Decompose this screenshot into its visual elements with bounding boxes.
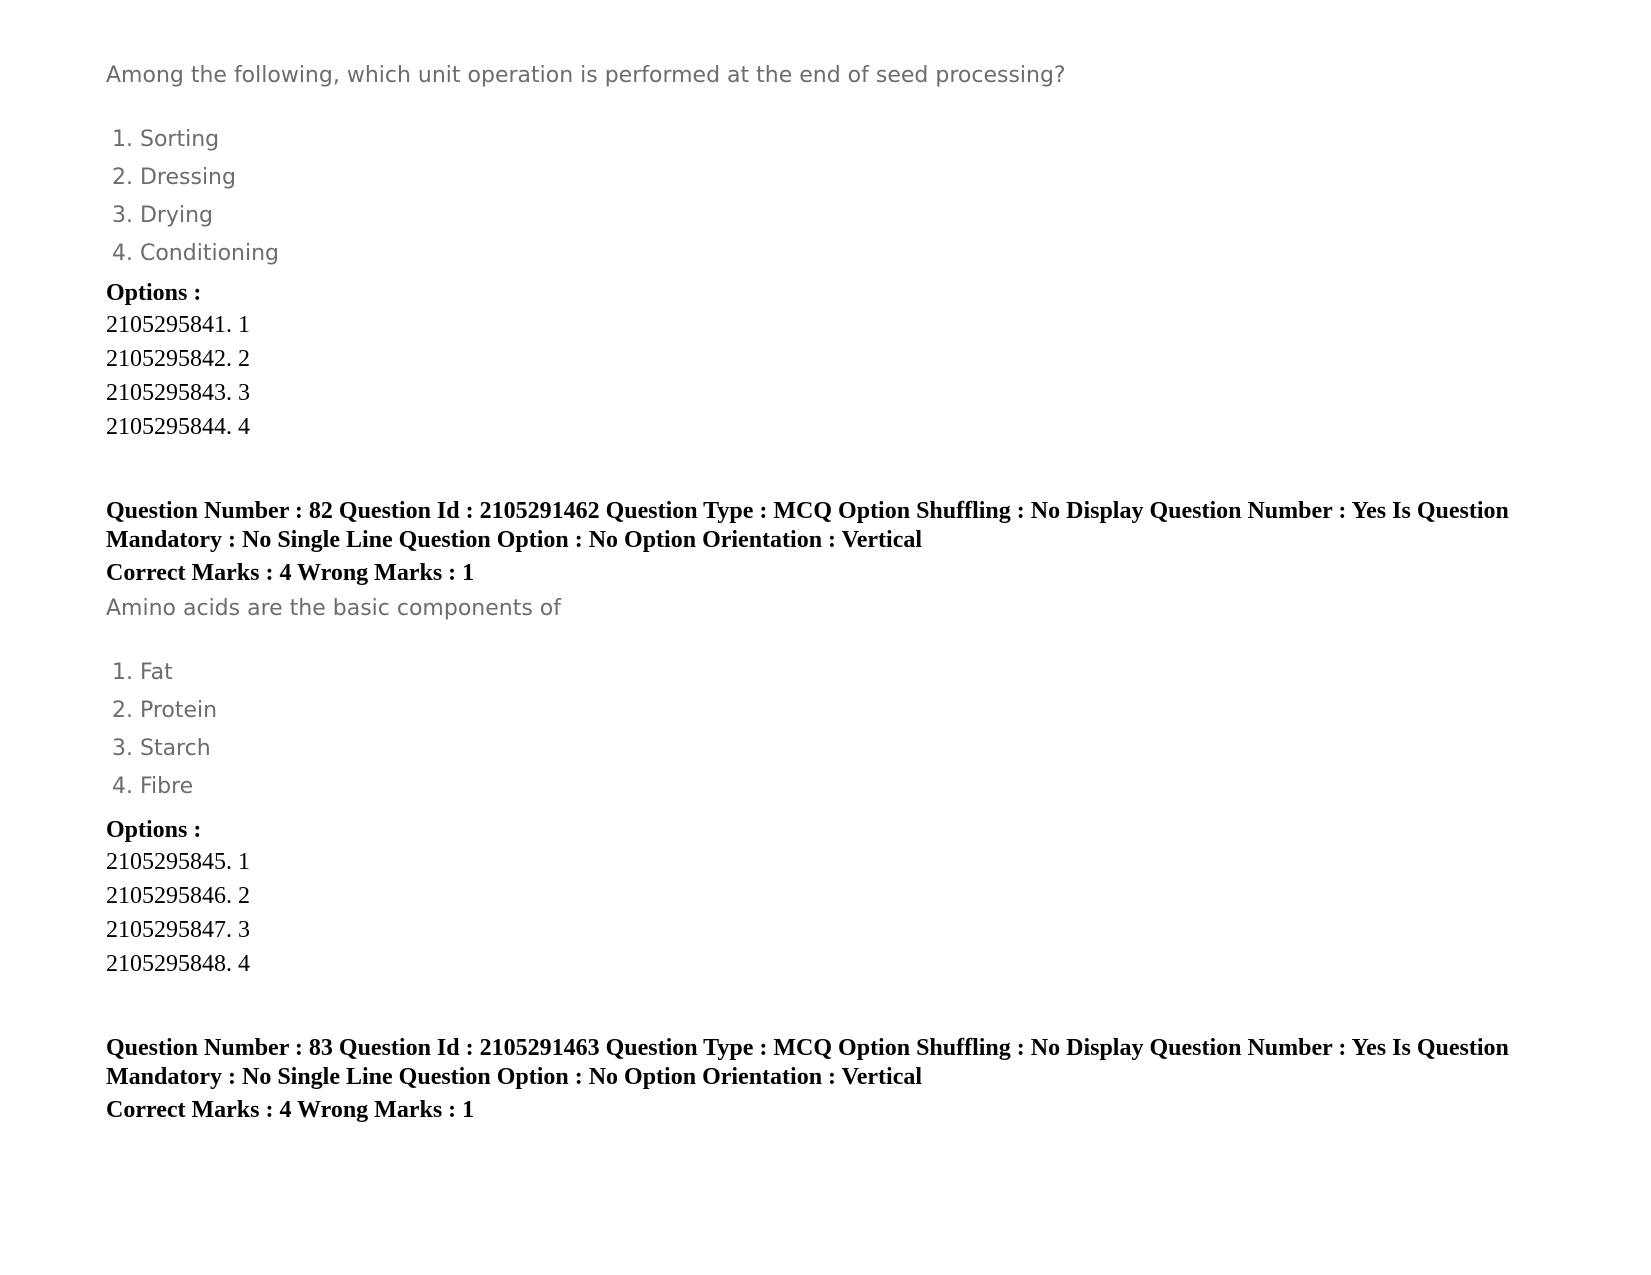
question-block-83: [106, 1034, 1586, 1125]
question-meta: Question Number : 82 Question Id : 2105291462 Question Type : MCQ Option Shuffling : No Display Question Number : Yes Is Question Mandatory : No Single Line Question Option : No Option Orientation : Vertical: [106, 498, 1509, 553]
option-item: 2105295848. 4: [106, 951, 250, 977]
question-block-82: [106, 497, 1586, 806]
options-block-82: [106, 815, 250, 981]
option-item: 2105295842. 2: [106, 346, 250, 372]
question-meta: Question Number : 83 Question Id : 2105291463 Question Type : MCQ Option Shuffling : No Display Question Number : Yes Is Question Mandatory : No Single Line Question Option : No Option Orientation : Vertical: [106, 1035, 1509, 1090]
choice-item: 1. Sorting: [112, 127, 220, 152]
question-text: Amino acids are the basic components of: [106, 596, 561, 621]
question-text: Among the following, which unit operation is performed at the end of seed processing?: [106, 63, 1066, 88]
options-label: Options :: [106, 817, 202, 843]
question-marks: Correct Marks : 4 Wrong Marks : 1: [106, 1097, 475, 1123]
choice-item: 3. Starch: [112, 736, 211, 761]
choice-item: 4. Fibre: [112, 774, 194, 799]
option-item: 2105295847. 3: [106, 917, 250, 943]
choice-item: 4. Conditioning: [112, 241, 279, 266]
choice-list: [106, 121, 1066, 273]
option-item: 2105295844. 4: [106, 414, 250, 440]
choice-item: 2. Protein: [112, 698, 218, 723]
question-block-81: [106, 61, 1066, 273]
choice-item: 1. Fat: [112, 660, 173, 685]
question-marks: Correct Marks : 4 Wrong Marks : 1: [106, 560, 475, 586]
option-item: 2105295846. 2: [106, 883, 250, 909]
option-item: 2105295841. 1: [106, 312, 250, 338]
choice-item: 2. Dressing: [112, 165, 236, 190]
choice-item: 3. Drying: [112, 203, 214, 228]
options-block-81: [106, 278, 250, 444]
option-item: 2105295845. 1: [106, 849, 250, 875]
choice-list: [106, 654, 1586, 806]
options-label: Options :: [106, 280, 202, 306]
option-item: 2105295843. 3: [106, 380, 250, 406]
